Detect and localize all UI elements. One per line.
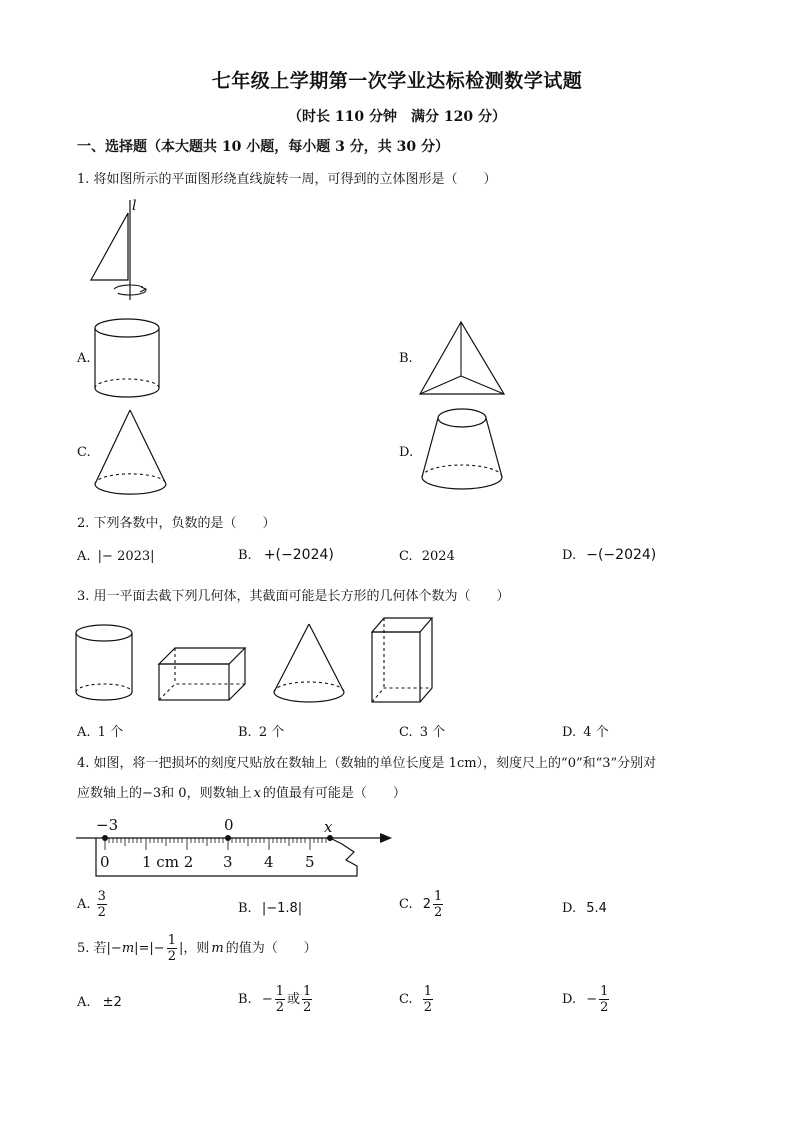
q3-cuboid-icon <box>157 646 249 704</box>
question-3-text: 3. 用一平面去截下列几何体，其截面可能是长方形的几何体个数为（ ） <box>77 589 510 604</box>
q3-option-b[interactable] <box>238 721 284 740</box>
option-value: −(−2024) <box>586 547 657 563</box>
q5-text-a: 5. 若|− <box>77 941 122 956</box>
fraction: $\frac{1}{2}$ <box>275 984 285 1015</box>
page-title: 七年级上学期第一次学业达标检测数学试题 <box>211 70 583 92</box>
q4-option-c[interactable] <box>399 889 445 920</box>
option-value: ±2 <box>102 995 122 1010</box>
cylinder-icon <box>94 318 164 400</box>
q4-text-part-b: 的值最有可能是（ ） <box>262 786 406 801</box>
option-letter: D. <box>562 548 577 563</box>
q3-prism-icon <box>370 616 436 706</box>
ruler-label-4: 4 <box>264 853 274 871</box>
q5-option-d[interactable] <box>562 984 611 1015</box>
pyramid-icon <box>418 320 508 396</box>
q5-text-d: 的值为（ ） <box>225 941 317 956</box>
fraction: $\frac{1}{2}$ <box>434 889 443 920</box>
question-2-text: 2. 下列各数中，负数的是（ ） <box>77 516 276 531</box>
option-value: 1 个 <box>97 725 124 740</box>
option-letter: C. <box>399 897 413 912</box>
q2-option-b[interactable] <box>238 547 334 563</box>
number-line-ruler-figure <box>74 814 404 884</box>
option-value: |−1.8| <box>261 901 303 916</box>
ruler-label-1cm2: 1 cm 2 <box>142 853 194 871</box>
section-heading: 一、选择题（本大题共 10 小题，每小题 3 分，共 30 分） <box>77 139 449 155</box>
q3-cylinder-icon <box>75 624 137 704</box>
option-letter: C. <box>399 992 413 1007</box>
q4-text-part-a: 应数轴上的−3和 0，则数轴上 <box>77 786 252 801</box>
q1-figure-triangle <box>85 198 165 308</box>
q5-option-a[interactable] <box>77 995 122 1010</box>
point-minus-3 <box>102 835 108 841</box>
q2-option-c[interactable] <box>399 549 455 564</box>
question-4-line1: 4. 如图，将一把损坏的刻度尺贴放在数轴上（数轴的单位长度是 1cm），刻度尺上的“0”和“3”分别对 <box>77 756 657 771</box>
question-4-line2 <box>77 782 406 801</box>
point-0 <box>225 835 231 841</box>
ruler-ticks <box>105 838 326 850</box>
option-letter: B. <box>238 548 252 563</box>
fraction: $\frac{3}{2}$ <box>97 889 106 920</box>
minus-sign: − <box>261 992 273 1007</box>
q1-option-b-label[interactable]: B. <box>399 351 413 366</box>
q3-option-d[interactable] <box>562 721 609 740</box>
fraction: $\frac{1}{2}$ <box>600 984 609 1015</box>
variable-x: x <box>253 786 261 801</box>
option-value: |− 2023| <box>97 549 155 564</box>
variable-m: m <box>121 941 135 956</box>
option-letter: D. <box>562 725 577 740</box>
option-value: 3 个 <box>419 725 446 740</box>
or-word: 或 <box>287 992 301 1007</box>
option-value: +(−2024) <box>263 547 334 563</box>
variable-m: m <box>211 941 224 956</box>
option-letter: D. <box>562 901 577 916</box>
option-letter: A. <box>77 725 91 740</box>
fraction: $\frac{1}{2}$ <box>167 933 176 964</box>
option-letter: B. <box>238 992 252 1007</box>
q4-option-d[interactable] <box>562 901 607 916</box>
fraction: $\frac{1}{2}$ <box>423 984 433 1015</box>
fraction: $\frac{1}{2}$ <box>303 984 312 1015</box>
ruler-label-5: 5 <box>305 853 315 871</box>
option-letter: B. <box>238 725 252 740</box>
q3-option-c[interactable] <box>399 721 445 740</box>
axis-label-0: 0 <box>224 816 234 834</box>
q2-option-a[interactable] <box>77 549 155 564</box>
page-subtitle: （时长 110 分钟 满分 120 分） <box>288 109 506 125</box>
q4-option-a[interactable] <box>77 889 109 920</box>
option-letter: A. <box>77 897 91 912</box>
q4-option-b[interactable] <box>238 901 302 916</box>
q3-cone-icon <box>272 622 348 706</box>
option-value: 4 个 <box>583 725 609 740</box>
cone-icon <box>93 408 173 498</box>
q5-option-b[interactable] <box>238 984 314 1015</box>
ruler-label-3: 3 <box>223 853 233 871</box>
q5-text-b: |=|− <box>134 941 165 956</box>
mixed-whole: 2 <box>422 897 432 912</box>
axis-label-minus-3: −3 <box>96 816 119 834</box>
q5-option-c[interactable] <box>399 984 435 1015</box>
q2-option-d[interactable] <box>562 547 656 563</box>
axis-label-l: l <box>132 198 137 214</box>
q3-option-a[interactable] <box>77 721 123 740</box>
minus-sign: − <box>586 992 598 1007</box>
q1-option-d-label[interactable]: D. <box>399 445 414 460</box>
option-letter: A. <box>77 995 91 1010</box>
option-letter: C. <box>399 549 413 564</box>
option-letter: D. <box>562 992 577 1007</box>
option-letter: B. <box>238 901 252 916</box>
ruler-label-0: 0 <box>100 853 110 871</box>
q1-option-a-label[interactable]: A. <box>77 351 91 366</box>
option-value: 5.4 <box>586 901 607 916</box>
q1-option-c-label[interactable]: C. <box>77 445 91 460</box>
q5-text-c: |，则 <box>178 941 210 956</box>
frustum-icon <box>420 407 506 493</box>
option-letter: A. <box>77 549 91 564</box>
question-5-text <box>77 933 317 964</box>
axis-label-x: x <box>324 818 333 836</box>
option-value: 2024 <box>421 549 455 564</box>
option-letter: C. <box>399 725 413 740</box>
option-value: 2 个 <box>258 725 285 740</box>
question-1-text: 1. 将如图所示的平面图形绕直线旋转一周，可得到的立体图形是（ ） <box>77 172 497 187</box>
